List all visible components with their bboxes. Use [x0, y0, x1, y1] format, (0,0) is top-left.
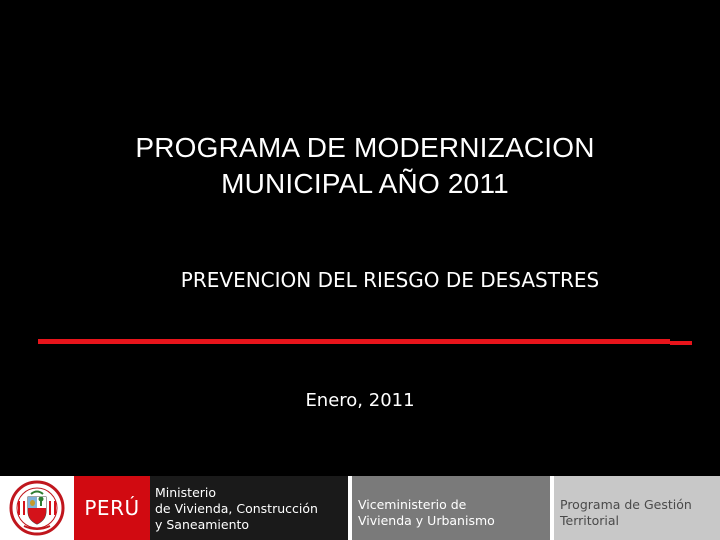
- slide-title-line-2: MUNICIPAL AÑO 2011: [221, 168, 509, 199]
- red-divider-tip: [670, 341, 692, 345]
- program-label: [554, 476, 720, 540]
- ministry-line-3: y Saneamiento: [155, 517, 250, 532]
- viceministry-label: [352, 476, 552, 540]
- program-line-1: Programa de Gestión: [560, 497, 692, 512]
- slide-date: Enero, 2011: [305, 390, 415, 411]
- program-line-2: Territorial: [560, 513, 620, 528]
- ministry-label: [150, 476, 350, 540]
- footer-banner: [0, 476, 720, 540]
- peru-coat-of-arms-icon: [4, 479, 70, 537]
- ministry-line-1: Ministerio: [155, 485, 217, 500]
- slide-title: [60, 130, 670, 202]
- slide-subtitle: PREVENCION DEL RIESGO DE DESASTRES: [180, 268, 600, 292]
- slide-title-line-1: PROGRAMA DE MODERNIZACION: [135, 132, 595, 163]
- viceministry-line-1: Viceministerio de: [358, 497, 467, 512]
- peru-label: PERÚ: [74, 476, 150, 540]
- ministry-line-2: de Vivienda, Construcción: [155, 501, 318, 516]
- red-divider: [38, 339, 670, 344]
- viceministry-line-2: Vivienda y Urbanismo: [358, 513, 495, 528]
